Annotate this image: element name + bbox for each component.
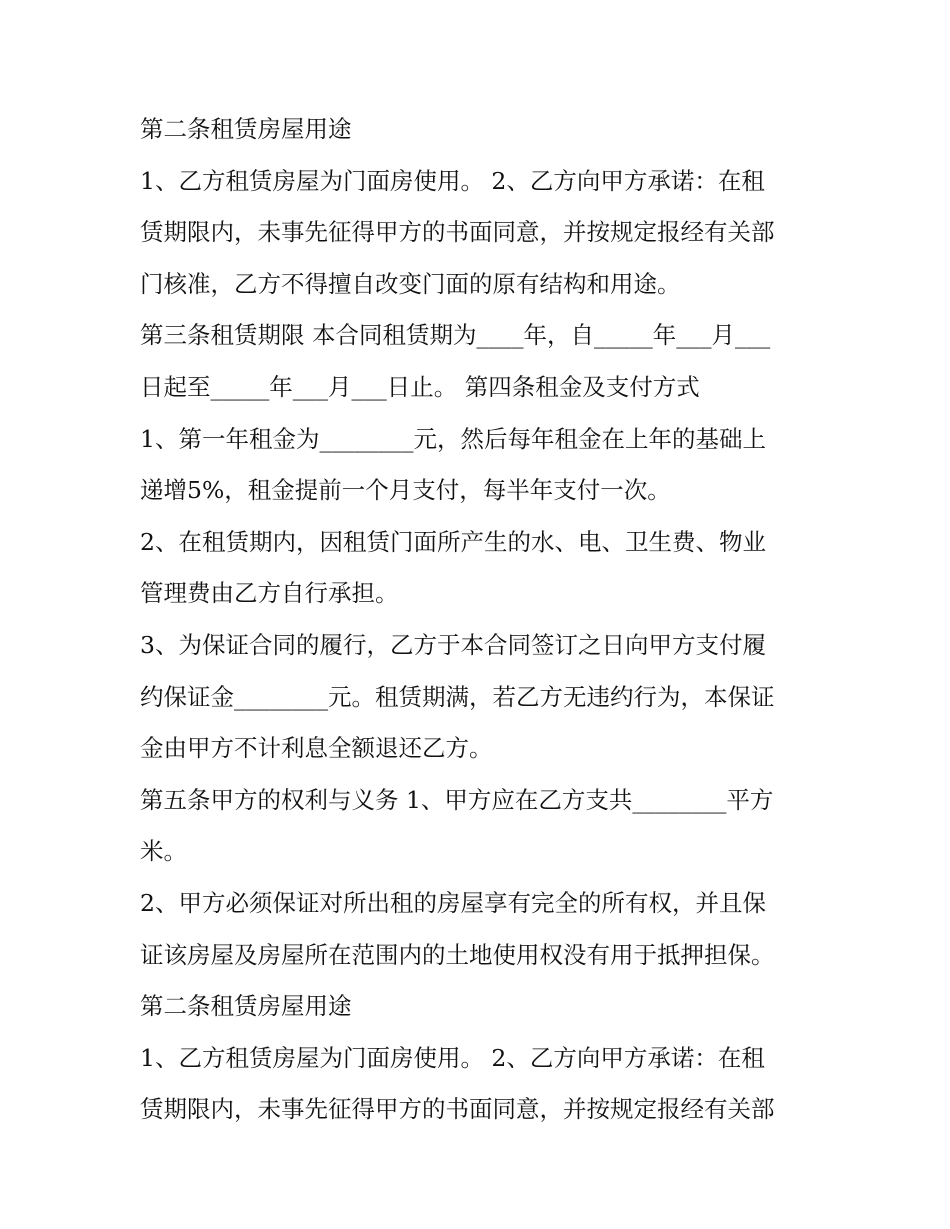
text-line: 3、为保证合同的履行，乙方于本合同签订之日向甲方支付履 <box>140 630 766 659</box>
text-line: 1、第一年租金为________元，然后每年租金在上年的基础上 <box>140 424 766 453</box>
text-line: 管理费由乙方自行承担。 <box>140 579 399 608</box>
text-line: 门核准，乙方不得擅自改变门面的原有结构和用途。 <box>140 269 681 298</box>
text-line: 递增5%，租金提前一个月支付，每半年支付一次。 <box>140 476 671 505</box>
text-line-article-3: 第三条租赁期限 本合同租赁期为____年，自_____年___月___ <box>140 321 771 350</box>
section-heading-article-2-repeat: 第二条租赁房屋用途 <box>140 992 352 1021</box>
text-line: 金由甲方不计利息全额退还乙方。 <box>140 734 493 763</box>
document-body <box>140 104 820 1136</box>
text-line: 证该房屋及房屋所在范围内的土地使用权没有用于抵押担保。 <box>140 940 775 969</box>
text-line: 2、甲方必须保证对所出租的房屋享有完全的所有权，并且保 <box>140 888 766 917</box>
text-line: 约保证金________元。租赁期满，若乙方无违约行为，本保证 <box>140 682 775 711</box>
text-line: 日起至_____年___月___日止。 第四条租金及支付方式 <box>140 372 700 401</box>
text-line: 1、乙方租赁房屋为门面房使用。 2、乙方向甲方承诺：在租 <box>140 166 765 195</box>
text-line: 2、在租赁期内，因租赁门面所产生的水、电、卫生费、物业 <box>140 527 766 556</box>
text-line: 米。 <box>140 837 187 866</box>
section-heading-article-2: 第二条租赁房屋用途 <box>140 115 352 143</box>
text-line: 1、乙方租赁房屋为门面房使用。 2、乙方向甲方承诺：在租 <box>140 1043 765 1072</box>
text-line: 赁期限内，未事先征得甲方的书面同意，并按规定报经有关部 <box>140 1095 775 1124</box>
text-line: 赁期限内，未事先征得甲方的书面同意，并按规定报经有关部 <box>140 218 775 247</box>
text-line-article-5: 第五条甲方的权利与义务 1、甲方应在乙方支共________平方 <box>140 785 774 814</box>
